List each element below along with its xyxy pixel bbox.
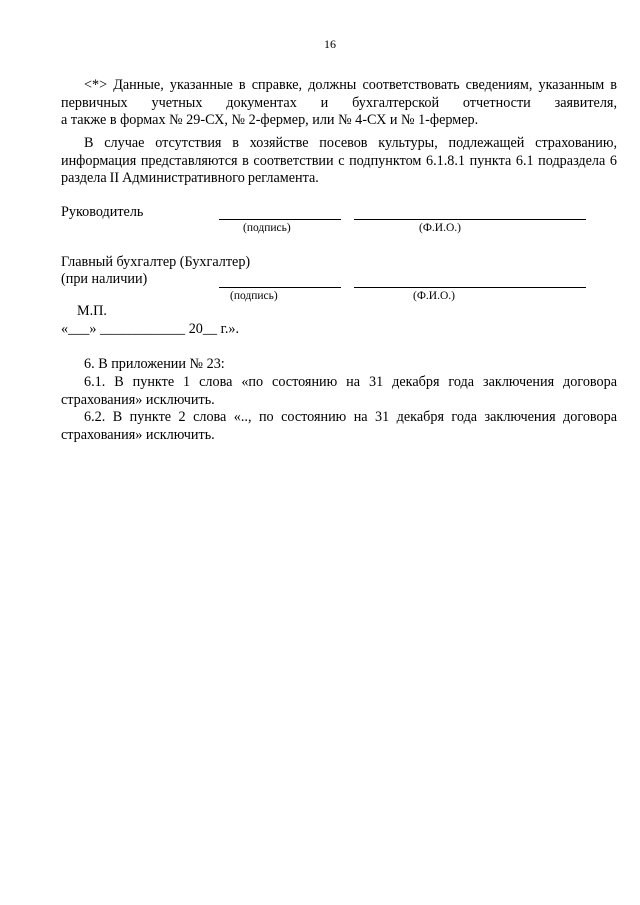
page-number: 16 [324,37,336,51]
accountant-name-caption: (Ф.И.О.) [413,290,455,302]
date-line: «___» ____________ 20__ г.». [61,321,240,337]
footnote-forms-line: а также в формах № 29-СХ, № 2-фермер, или № 4-СХ и № 1-фермер. [61,112,479,128]
footnote-text: <*> Данные, указанные в справке, должны соответствовать сведениям, указанным в первичных учетных документах и бухгалтерской отчетности заявителя, [61,77,617,111]
amendment-heading: 6. В приложении № 23: [84,356,225,372]
stamp-label: М.П. [77,303,107,319]
head-name-caption: (Ф.И.О.) [419,222,461,234]
footnote-block [61,77,617,112]
head-signature-caption: (подпись) [243,222,291,234]
head-name-line [354,219,586,220]
accountant-signature-line [219,287,341,288]
amendment-item-1: 6.1. В пункте 1 слова «по состоянию на 31 декабря года заключения договора страхования» исключить. [61,374,617,408]
head-label: Руководитель [61,204,144,220]
accountant-signature-caption: (подпись) [230,290,278,302]
amendment-item-2-block [61,409,617,444]
head-signature-line [219,219,341,220]
absence-paragraph-block [61,135,617,188]
accountant-name-line [354,287,586,288]
if-any-label: (при наличии) [61,271,148,287]
amendment-item-1-block [61,374,617,409]
amendment-item-2: 6.2. В пункте 2 слова «.., по состоянию на 31 декабря года заключения договора страхования» исключить. [61,409,617,443]
absence-paragraph: В случае отсутствия в хозяйстве посевов культуры, подлежащей страхованию, информация представляются в соответствии с подпунктом 6.1.8.1 пункта 6.1 подраздела 6 раздела II Административного регламента. [61,135,617,186]
chief-accountant-label: Главный бухгалтер (Бухгалтер) [61,254,251,270]
